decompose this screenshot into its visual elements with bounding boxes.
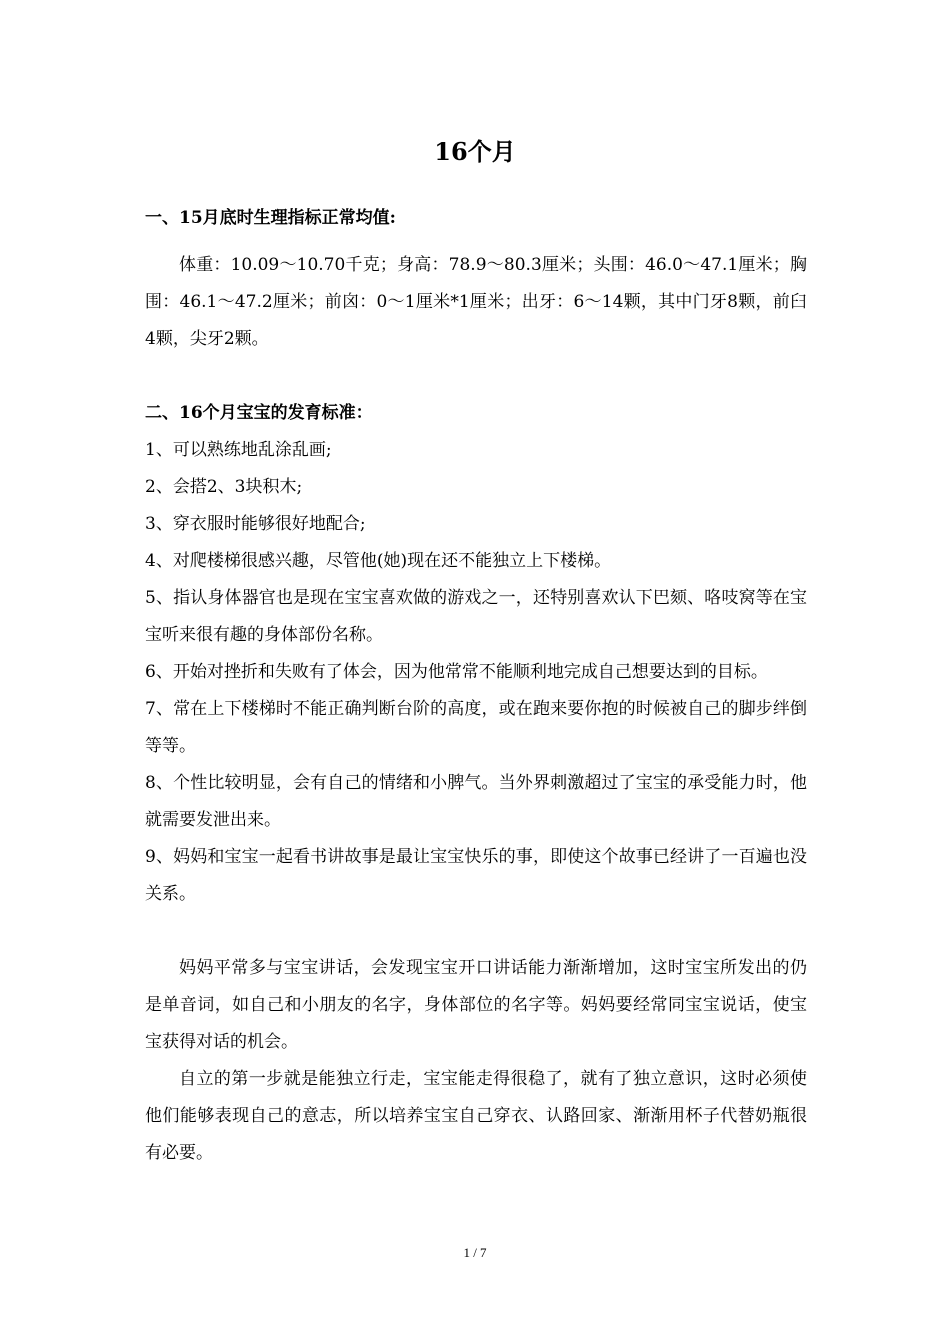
closing-paragraph: 自立的第一步就是能独立行走，宝宝能走得很稳了，就有了独立意识，这时必须使他们能够表现自己的意志，所以培养宝宝自己穿衣、认路回家、渐渐用杯子代替奶瓶很有必要。 [145,1069,807,1163]
list-item: 2、会搭2、3块积木; [145,477,303,497]
list-item: 8、个性比较明显，会有自己的情绪和小脾气。当外界刺激超过了宝宝的承受能力时，他就需要发泄出来。 [145,773,807,830]
document-body [145,200,807,1172]
physiology-paragraph: 体重：10.09～10.70千克；身高：78.9～80.3厘米；头围：46.0～47.1厘米；胸围：46.1～47.2厘米；前囟：0～1厘米*1厘米；出牙：6～14颗，其中门牙8颗，前臼4颗，尖牙2颗。 [145,255,807,349]
section-heading-physiology: 一、15月底时生理指标正常均值: [145,208,396,228]
page-number: 1 / 7 [463,1245,487,1260]
list-item: 6、开始对挫折和失败有了体会，因为他常常不能顺利地完成自己想要达到的目标。 [145,662,768,682]
page-title: 16个月 [434,137,516,166]
list-item: 9、妈妈和宝宝一起看书讲故事是最让宝宝快乐的事，即使这个故事已经讲了一百遍也没关系。 [145,847,807,904]
list-item: 5、指认身体器官也是现在宝宝喜欢做的游戏之一，还特别喜欢认下巴颏、咯吱窝等在宝宝听来很有趣的身体部份名称。 [145,588,807,645]
closing-paragraph: 妈妈平常多与宝宝讲话，会发现宝宝开口讲话能力渐渐增加，这时宝宝所发出的仍是单音词，如自己和小朋友的名字，身体部位的名字等。妈妈要经常同宝宝说话，使宝宝获得对话的机会。 [145,958,807,1052]
list-item: 7、常在上下楼梯时不能正确判断台阶的高度，或在跑来要你抱的时候被自己的脚步绊倒等等。 [145,699,807,756]
list-item: 1、可以熟练地乱涂乱画; [145,440,332,460]
list-item: 4、对爬楼梯很感兴趣，尽管他(她)现在还不能独立上下楼梯。 [145,551,612,571]
section-heading-development: 二、16个月宝宝的发育标准： [145,403,373,423]
list-item: 3、穿衣服时能够很好地配合; [145,514,366,534]
